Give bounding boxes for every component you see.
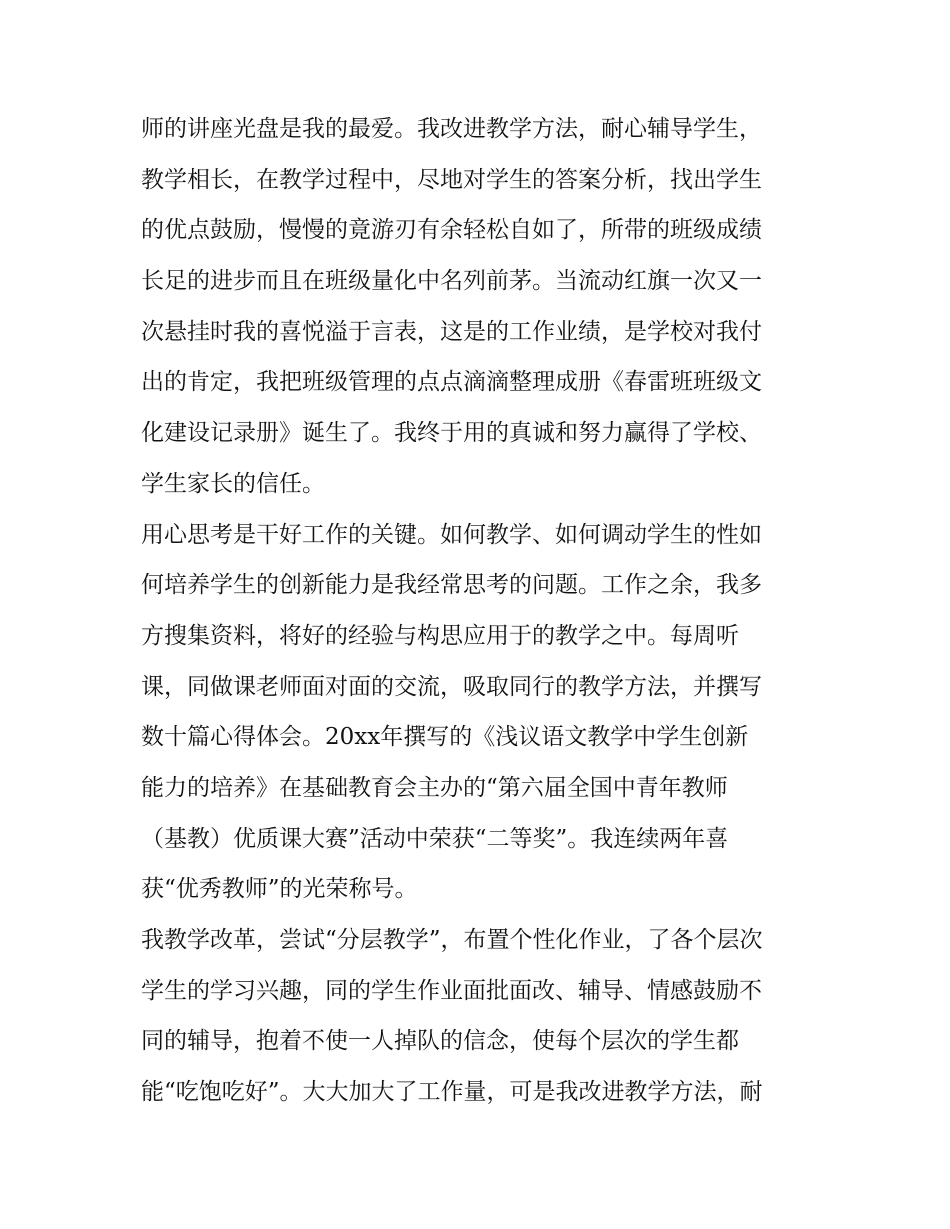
text-line: 教学相长，在教学过程中，尽地对学生的答案分析，找出学生	[141, 166, 762, 193]
text-line: 的优点鼓励，慢慢的竟游刃有余轻松自如了，所带的班级成绩	[141, 217, 762, 244]
document-body	[141, 104, 821, 1118]
text-line: （基教）优质课大赛”活动中荣获“二等奖”。我连续两年喜	[141, 825, 729, 852]
text-line: 学生家长的信任。	[141, 470, 325, 497]
text-line: 方搜集资料，将好的经验与构思应用于的教学之中。每周听	[141, 622, 739, 649]
text-line: 何培养学生的创新能力是我经常思考的问题。工作之余，我多	[141, 572, 762, 599]
text-line: 能“吃饱吃好”。大大加大了工作量，可是我改进教学方法，耐	[141, 1079, 763, 1106]
text-line: 同的辅导，抱着不使一人掉队的信念，使每个层次的学生都	[141, 1028, 739, 1055]
text-line: 师的讲座光盘是我的最爱。我改进教学方法，耐心辅导学生，	[141, 116, 762, 142]
text-line: 次悬挂时我的喜悦溢于言表，这是的工作业绩，是学校对我付	[141, 318, 762, 345]
text-line: 长足的进步而且在班级量化中名列前茅。当流动红旗一次又一	[141, 268, 762, 295]
text-line: 用心思考是干好工作的关键。如何教学、如何调动学生的性如	[141, 521, 762, 548]
text-line: 出的肯定，我把班级管理的点点滴滴整理成册《春雷班班级文	[141, 369, 762, 396]
text-line: 获“优秀教师”的光荣称号。	[141, 876, 418, 903]
text-line: 学生的学习兴趣，同的学生作业面批面改、辅导、情感鼓励不	[141, 977, 762, 1004]
text-line: 化建设记录册》诞生了。我终于用的真诚和努力赢得了学校、	[141, 420, 762, 447]
text-line: 我教学改革，尝试“分层教学”，布置个性化作业，了各个层次	[141, 927, 763, 953]
text-line: 数十篇心得体会。20xx年撰写的《浅议语文教学中学生创新	[141, 724, 749, 751]
text-line: 课，同做课老师面对面的交流，吸取同行的教学方法，并撰写	[141, 673, 762, 700]
text-line: 能力的培养》在基础教育会主办的“第六届全国中青年教师	[141, 774, 728, 801]
